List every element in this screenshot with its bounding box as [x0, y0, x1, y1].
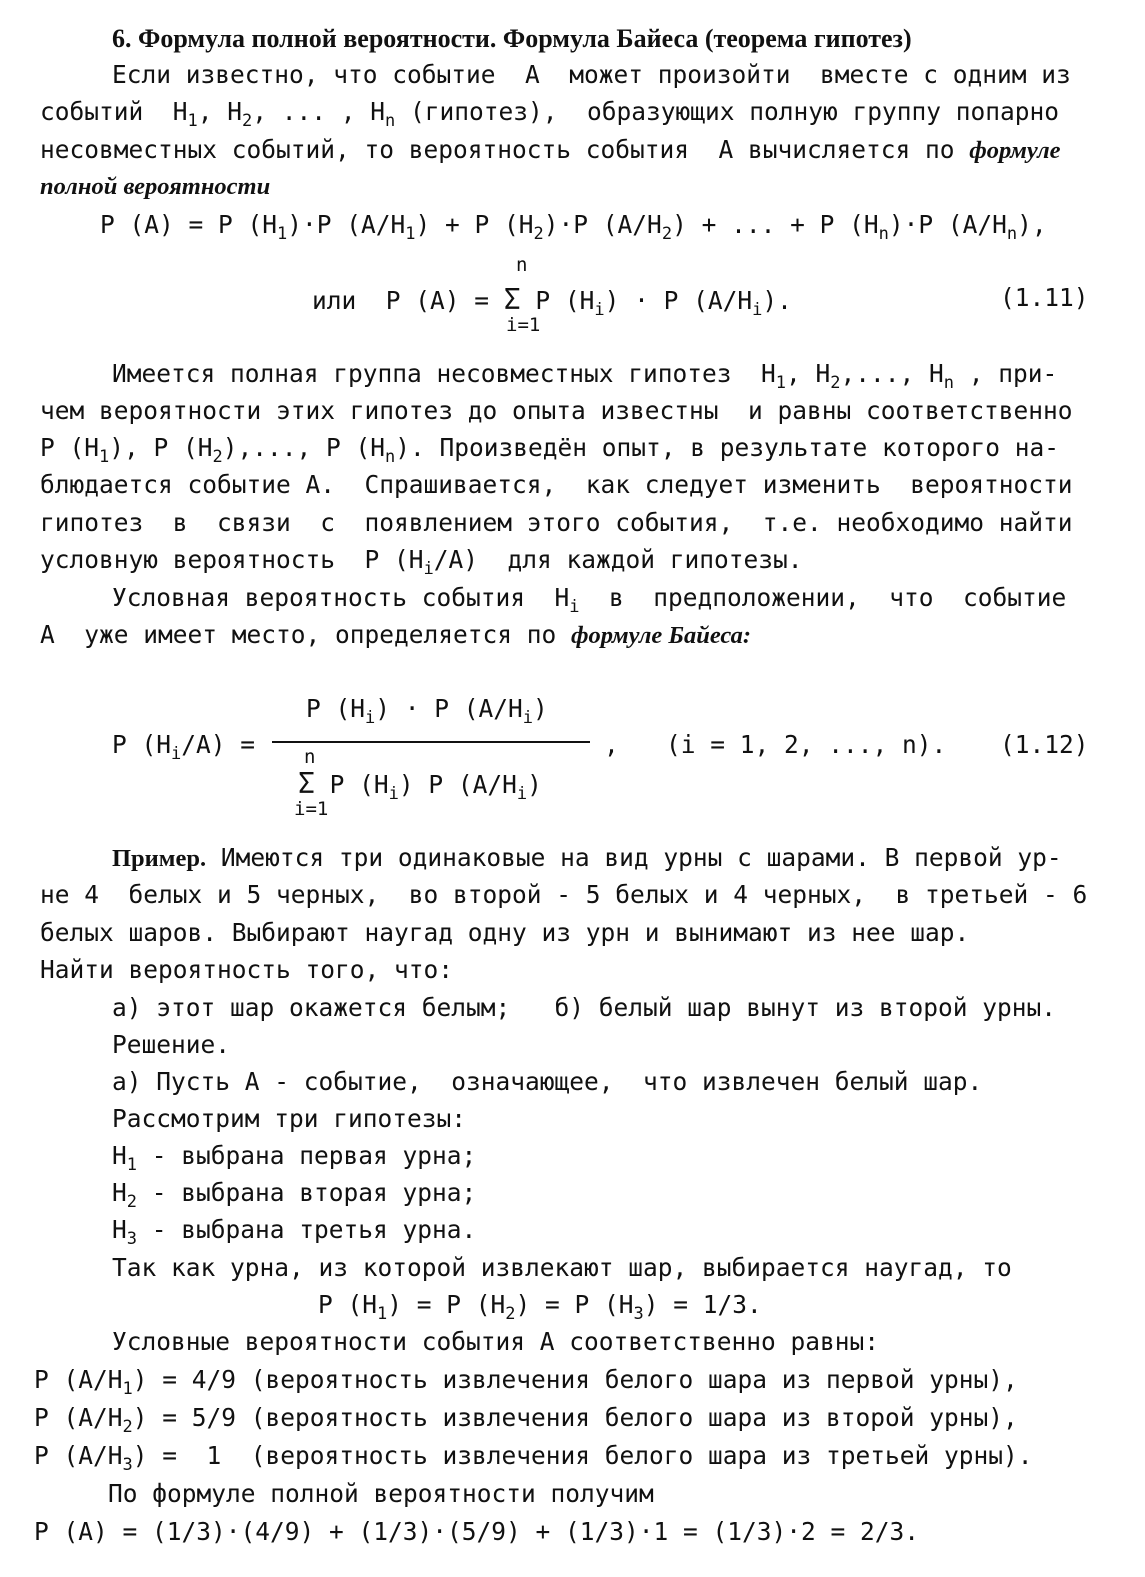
conditional-probability-line: P $(A/H_2) = 5/9$ (вероятность извлечения белого шара из второй урны), [34, 1403, 1018, 1437]
fraction-bar [272, 741, 590, 743]
example-line: белых шаров. Выбирают наугад одну из урн и вынимают из нее шар. [40, 918, 970, 947]
term-emphasis: формуле Байеса: [571, 622, 752, 649]
example-line: По формуле полной вероятности получим [108, 1479, 654, 1508]
solution-label: Решение. [112, 1030, 231, 1059]
example-line: а) Пусть А - событие, означающее, что извлечен белый шар. [112, 1067, 983, 1096]
paragraph-line: несовместных событий, то вероятность события А вычисляется по формуле [40, 135, 1061, 164]
bayes-lhs: P $(H_i/A)$ = [112, 730, 256, 764]
final-result-formula: P (A) = (1/3)·(4/9) + (1/3)·(5/9) + (1/3)·1 = (1/3)·2 = 2/3. [34, 1517, 920, 1546]
paragraph-line: Условная вероятность события $H_i$ в предположении, что событие [112, 583, 1067, 617]
bayes-comma: , [604, 730, 619, 759]
section-heading: 6. Формула полной вероятности. Формула Байеса (теорема гипотез) [112, 24, 912, 53]
bayes-denominator: Σ P $(H_i)$ P $(A/H_i)$ [298, 767, 542, 804]
sum-upper-limit: n [304, 746, 316, 768]
hypothesis-line: $H_3$ - выбрана третья урна. [112, 1215, 477, 1249]
example-line: не 4 белых и 5 черных, во второй - 5 белых и 4 черных, в третьей - 6 [40, 880, 1088, 909]
paragraph-line: условную вероятность P $(H_i/A)$ для каждой гипотезы. [40, 545, 803, 579]
equation-number: (1.12) [1000, 730, 1089, 759]
example-line: а) этот шар окажется белым; б) белый шар вынут из второй урны. [112, 993, 1057, 1022]
sigma-symbol: Σ [298, 767, 315, 800]
example-line: Условные вероятности события А соответственно равны: [112, 1327, 880, 1356]
hypothesis-line: $H_1$ - выбрана первая урна; [112, 1141, 477, 1175]
conditional-probability-line: P $(A/H_3) = 1$ (вероятность извлечения белого шара из третьей урны). [34, 1441, 1033, 1475]
example-line: Найти вероятность того, что: [40, 955, 454, 984]
paragraph-line: Если известно, что событие А может произойти вместе с одним из [112, 60, 1071, 89]
hypothesis-line: $H_2$ - выбрана вторая урна; [112, 1178, 477, 1212]
sum-lower-limit: i=1 [506, 314, 541, 336]
paragraph-line: чем вероятности этих гипотез до опыта известны и равны соответственно [40, 396, 1073, 425]
paragraph-line: А уже имеет место, определяется по формуле Байеса: [40, 620, 752, 649]
term-emphasis: формуле [969, 137, 1061, 164]
sum-lower-limit: i=1 [294, 798, 329, 820]
sigma-symbol: Σ [503, 283, 521, 316]
paragraph-line: P $(H_1)$, P $(H_2)$,..., P $(H_n)$. Произведён опыт, в результате которого на- [40, 433, 1060, 467]
equal-priors-formula: P $(H_1) = P$ $(H_2) = P$ $(H_3) = 1/3$. [318, 1290, 762, 1324]
paragraph-line: гипотез в связи с появлением этого события, т.е. необходимо найти [40, 508, 1073, 537]
conditional-probability-line: P $(A/H_1) = 4/9$ (вероятность извлечения белого шара из первой урны), [34, 1365, 1018, 1399]
paragraph-line: событий $H_1$, $H_2$, ... , $H_n$ (гипотез), образующих полную группу попарно [40, 97, 1060, 131]
formula-total-probability: P (A) = P $(H_1)\cdot P$ $(A/H_1) + P$ $(H_2)\cdot P$ $(A/H_2)$ + ... + P $(H_n)\cdot P$ $(A/H_n)$, [100, 210, 1047, 244]
example-line: Так как урна, из которой извлекают шар, выбирается наугад, то [112, 1253, 1012, 1282]
paragraph-line: блюдается событие А. Спрашивается, как следует изменить вероятности [40, 470, 1073, 499]
bayes-index-range: (i = 1, 2, ..., n). [666, 730, 947, 759]
example-line: Рассмотрим три гипотезы: [112, 1104, 467, 1133]
example-label: Пример. [112, 845, 207, 872]
formula-sum: или P (A) = Σ P $(H_i) \cdot P$ $(A/H_i)$. [312, 283, 792, 320]
example-line: Пример. Имеются три одинаковые на вид урны с шарами. В первой ур- [112, 843, 1062, 872]
equation-number: (1.11) [1000, 283, 1089, 312]
term-emphasis: полной вероятности [40, 173, 271, 200]
sum-upper-limit: n [516, 254, 528, 276]
bayes-numerator: P $(H_i) \cdot P$ $(A/H_i)$ [306, 694, 548, 728]
paragraph-line: Имеется полная группа несовместных гипотез $H_1$, $H_2$,..., $H_n$ , при- [112, 359, 1058, 393]
